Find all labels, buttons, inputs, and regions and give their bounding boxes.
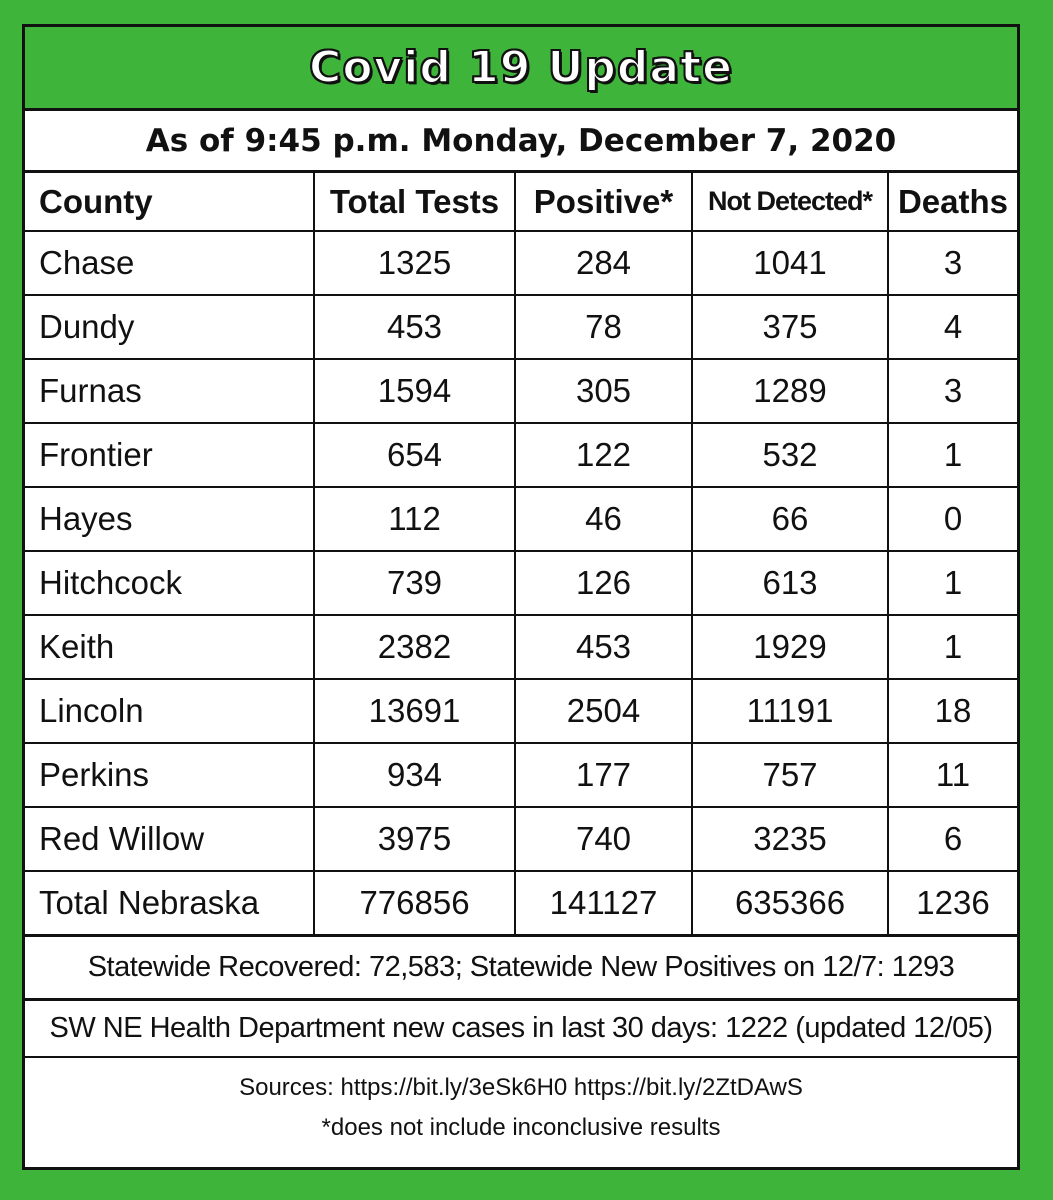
deaths-cell: 18 bbox=[888, 679, 1017, 743]
county-cell: Hayes bbox=[25, 487, 314, 551]
county-data-table bbox=[25, 173, 1017, 936]
total-tests-cell: 739 bbox=[314, 551, 515, 615]
positive-cell: 46 bbox=[515, 487, 692, 551]
sources-block bbox=[25, 1058, 1017, 1158]
total-tests-cell: 654 bbox=[314, 423, 515, 487]
table-row bbox=[25, 551, 1017, 615]
total-tests-cell: 1594 bbox=[314, 359, 515, 423]
table-row bbox=[25, 871, 1017, 935]
table-row bbox=[25, 743, 1017, 807]
county-cell: Hitchcock bbox=[25, 551, 314, 615]
table-row bbox=[25, 807, 1017, 871]
footnote-line: *does not include inconclusive results bbox=[321, 1114, 721, 1141]
table-row bbox=[25, 487, 1017, 551]
total-tests-cell: 776856 bbox=[314, 871, 515, 935]
header-not-detected: Not Detected* bbox=[692, 173, 888, 231]
positive-cell: 305 bbox=[515, 359, 692, 423]
not-detected-cell: 757 bbox=[692, 743, 888, 807]
not-detected-cell: 532 bbox=[692, 423, 888, 487]
not-detected-cell: 613 bbox=[692, 551, 888, 615]
deaths-cell: 1 bbox=[888, 551, 1017, 615]
county-cell: Red Willow bbox=[25, 807, 314, 871]
not-detected-cell: 66 bbox=[692, 487, 888, 551]
page-title: Covid 19 Update bbox=[309, 42, 733, 93]
statewide-note: Statewide Recovered: 72,583; Statewide New Positives on 12/7: 1293 bbox=[25, 936, 1017, 1000]
table-row bbox=[25, 679, 1017, 743]
positive-cell: 177 bbox=[515, 743, 692, 807]
deaths-cell: 11 bbox=[888, 743, 1017, 807]
county-cell: Furnas bbox=[25, 359, 314, 423]
positive-cell: 141127 bbox=[515, 871, 692, 935]
total-tests-cell: 1325 bbox=[314, 231, 515, 295]
not-detected-cell: 1041 bbox=[692, 231, 888, 295]
total-tests-cell: 453 bbox=[314, 295, 515, 359]
county-cell: Frontier bbox=[25, 423, 314, 487]
not-detected-cell: 1289 bbox=[692, 359, 888, 423]
sources-line: Sources: https://bit.ly/3eSk6H0 https://bit.ly/2ZtDAwS bbox=[239, 1074, 803, 1101]
deaths-cell: 1 bbox=[888, 615, 1017, 679]
table-row bbox=[25, 615, 1017, 679]
positive-cell: 740 bbox=[515, 807, 692, 871]
table-row bbox=[25, 423, 1017, 487]
total-tests-cell: 2382 bbox=[314, 615, 515, 679]
header-positive: Positive* bbox=[515, 173, 692, 231]
county-cell: Perkins bbox=[25, 743, 314, 807]
not-detected-cell: 11191 bbox=[692, 679, 888, 743]
deaths-cell: 1236 bbox=[888, 871, 1017, 935]
positive-cell: 126 bbox=[515, 551, 692, 615]
deaths-cell: 1 bbox=[888, 423, 1017, 487]
header-total-tests: Total Tests bbox=[314, 173, 515, 231]
date-line: As of 9:45 p.m. Monday, December 7, 2020 bbox=[25, 111, 1017, 173]
health-department-note: SW NE Health Department new cases in last 30 days: 1222 (updated 12/05) bbox=[25, 1000, 1017, 1058]
deaths-cell: 4 bbox=[888, 295, 1017, 359]
positive-cell: 453 bbox=[515, 615, 692, 679]
positive-cell: 284 bbox=[515, 231, 692, 295]
not-detected-cell: 635366 bbox=[692, 871, 888, 935]
table-row bbox=[25, 359, 1017, 423]
table-row bbox=[25, 295, 1017, 359]
table-header-row bbox=[25, 173, 1017, 231]
total-tests-cell: 934 bbox=[314, 743, 515, 807]
county-cell: Lincoln bbox=[25, 679, 314, 743]
deaths-cell: 0 bbox=[888, 487, 1017, 551]
positive-cell: 2504 bbox=[515, 679, 692, 743]
positive-cell: 122 bbox=[515, 423, 692, 487]
county-cell: Keith bbox=[25, 615, 314, 679]
header-deaths: Deaths bbox=[888, 173, 1017, 231]
table-body bbox=[25, 231, 1017, 935]
header-county: County bbox=[25, 173, 314, 231]
not-detected-cell: 3235 bbox=[692, 807, 888, 871]
deaths-cell: 6 bbox=[888, 807, 1017, 871]
deaths-cell: 3 bbox=[888, 231, 1017, 295]
total-tests-cell: 13691 bbox=[314, 679, 515, 743]
covid-update-card bbox=[22, 24, 1020, 1170]
table-row bbox=[25, 231, 1017, 295]
title-bar bbox=[25, 27, 1017, 111]
county-cell: Total Nebraska bbox=[25, 871, 314, 935]
total-tests-cell: 112 bbox=[314, 487, 515, 551]
positive-cell: 78 bbox=[515, 295, 692, 359]
county-cell: Chase bbox=[25, 231, 314, 295]
total-tests-cell: 3975 bbox=[314, 807, 515, 871]
deaths-cell: 3 bbox=[888, 359, 1017, 423]
not-detected-cell: 375 bbox=[692, 295, 888, 359]
not-detected-cell: 1929 bbox=[692, 615, 888, 679]
county-cell: Dundy bbox=[25, 295, 314, 359]
